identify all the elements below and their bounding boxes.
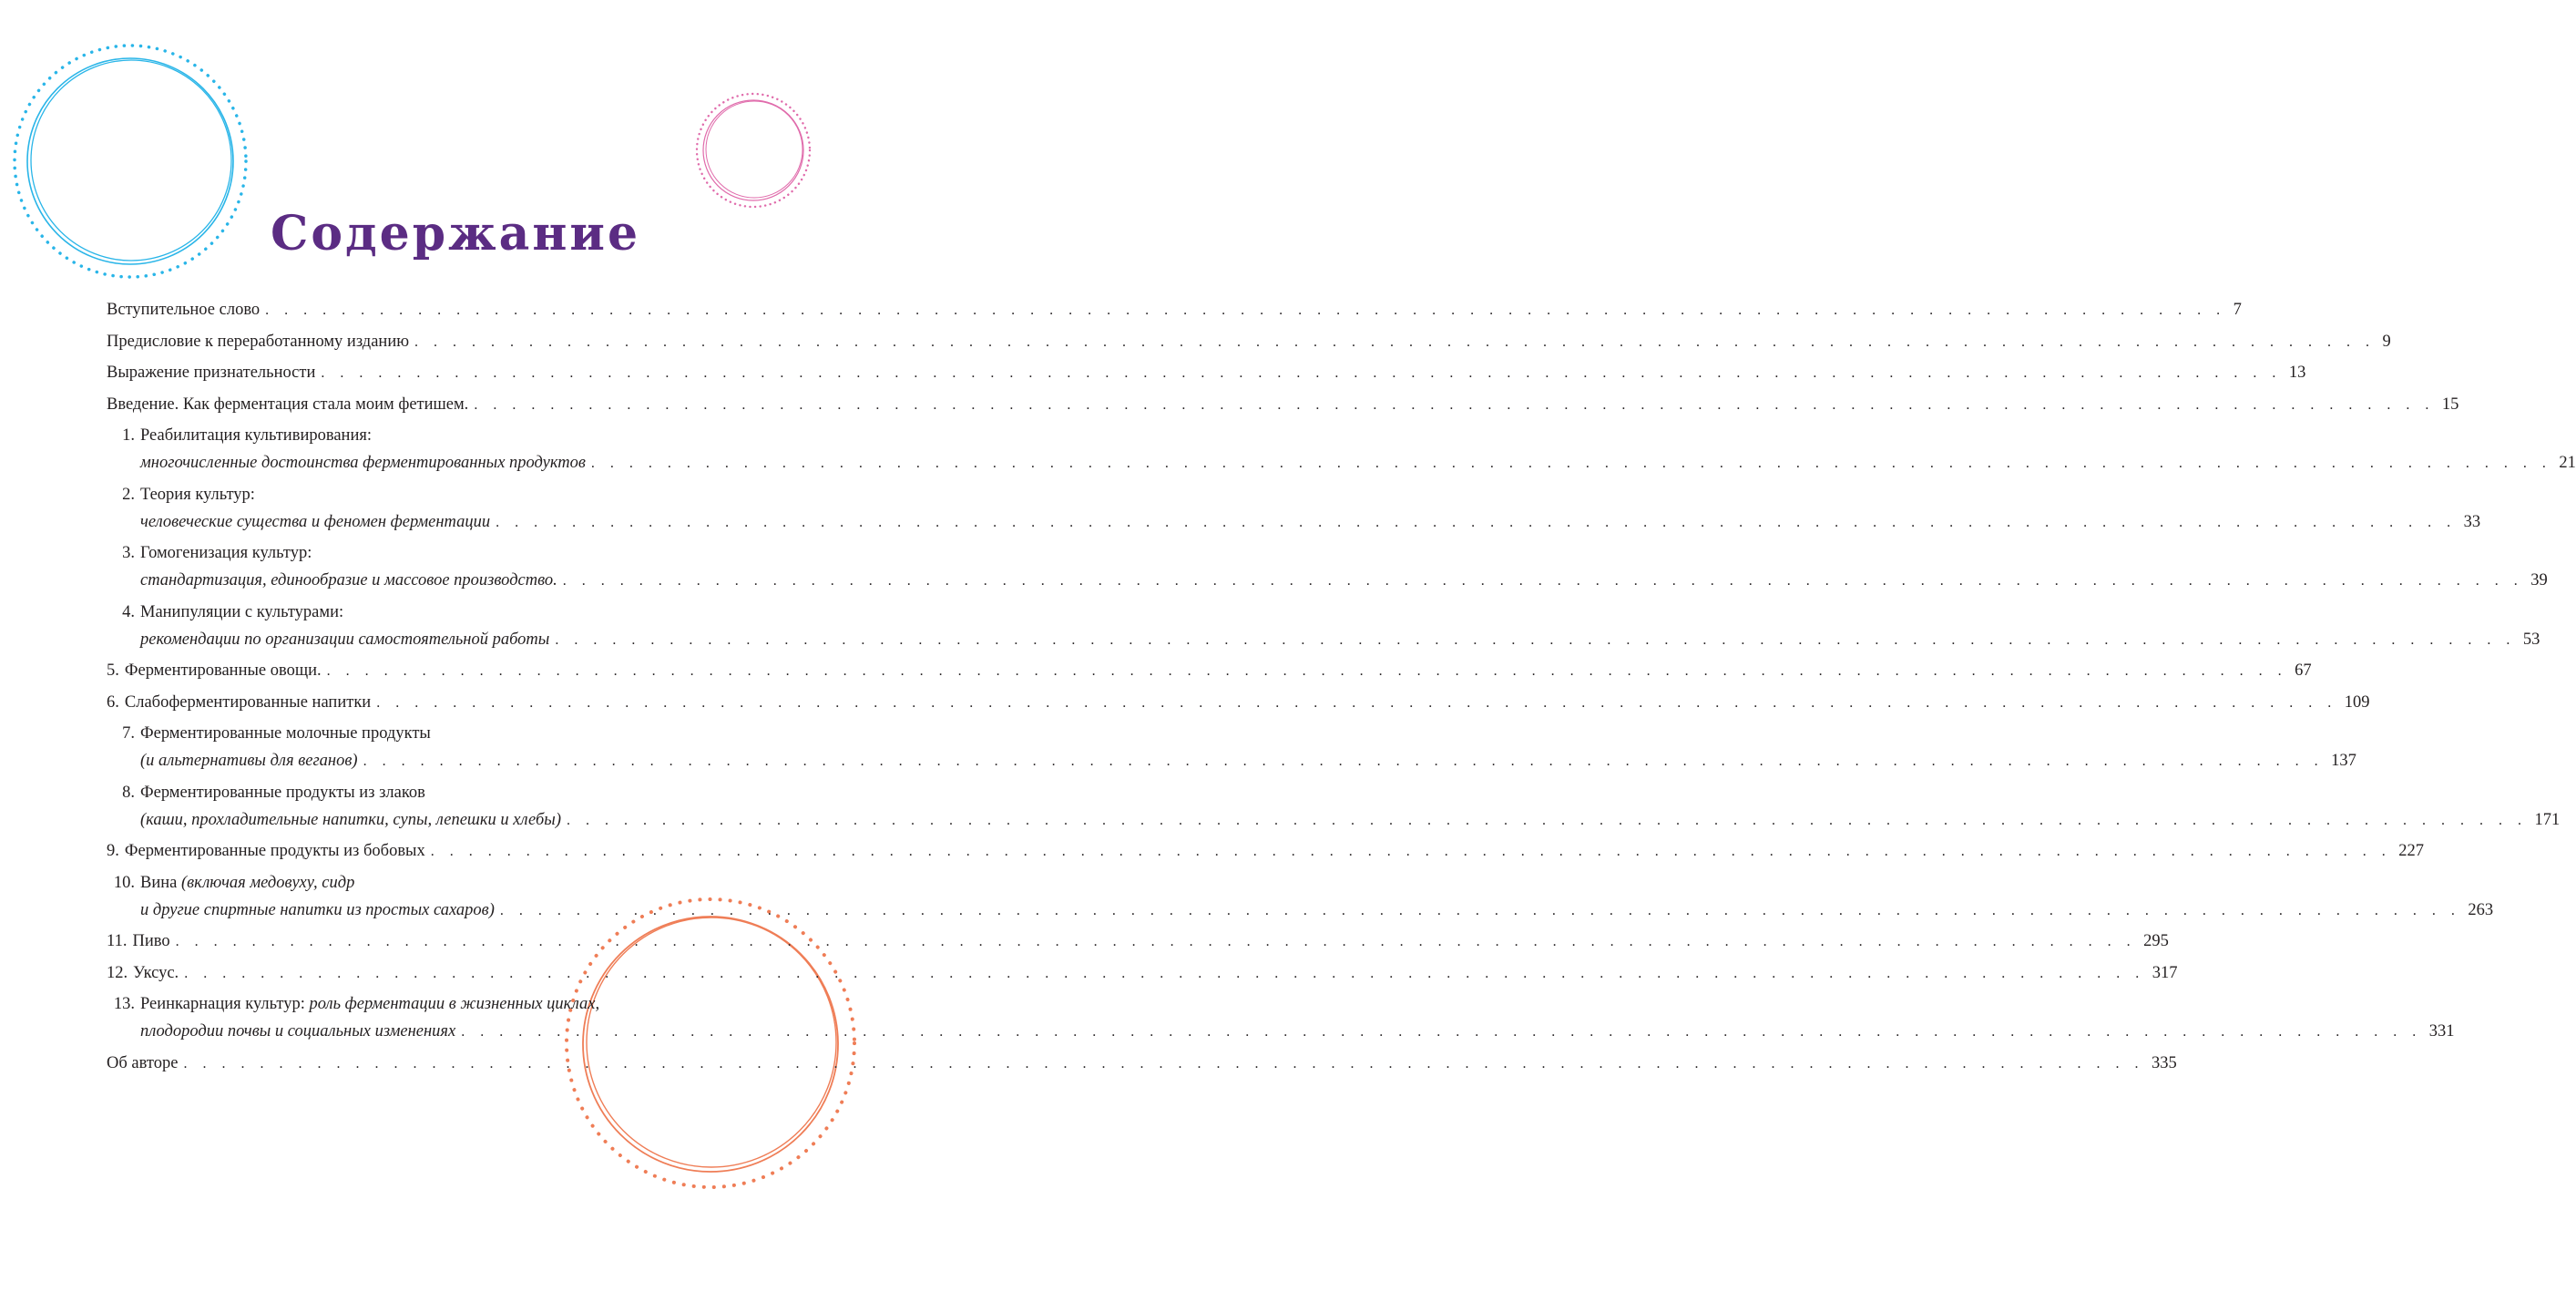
page-number: 7 <box>2233 301 2242 319</box>
toc-entry[interactable] <box>107 328 2391 355</box>
chapter-number: 2. <box>122 485 135 504</box>
chapter-number: 6. <box>107 692 119 712</box>
page-number: 39 <box>2530 571 2548 589</box>
toc-chapter-3[interactable] <box>107 539 2548 594</box>
page-number: 335 <box>2151 1053 2177 1072</box>
dot-leader: . . . . . . . . . . . . . . . . . . . . . . . . . . . . . . . . . . . . . . . . . . . . . . . . . . . . . . . . . . . . . . . . . . . . . . . . . . . . . . . . . . . . . . . . . . . . . . . . . . . . . . . <box>414 333 2376 350</box>
page-number: 331 <box>2428 1022 2455 1041</box>
chapter-number: 5. <box>107 661 119 680</box>
toc-chapter-11[interactable] <box>107 928 2169 955</box>
chapter-number: 12. <box>107 963 128 982</box>
page-number: 33 <box>2463 512 2481 531</box>
chapter-subtitle: и другие спиртные напитки из простых сахаров) <box>140 900 495 919</box>
toc-chapter-1[interactable] <box>107 422 2576 477</box>
chapter-subtitle: (каши, прохладительные напитки, супы, лепешки и хлебы) <box>140 810 561 829</box>
chapter-number: 10. <box>113 873 135 892</box>
chapter-title: Теория культур: <box>140 485 255 504</box>
chapter-title: Пиво <box>132 932 170 950</box>
toc-chapter-7[interactable] <box>107 720 2356 774</box>
toc-chapter-13[interactable] <box>107 990 2455 1045</box>
page-number: 13 <box>2288 364 2306 382</box>
dot-leader: . . . . . . . . . . . . . . . . . . . . . . . . . . . . . . . . . . . . . . . . . . . . . . . . . . . . . . . . . . . . . . . . . . . . . . . . . . . . . . . . . . . . . . . . . . . . . . . . . . . . . . . <box>184 965 2145 981</box>
chapter-subtitle: плодородии почвы и социальных изменениях <box>140 1022 456 1041</box>
dot-leader: . . . . . . . . . . . . . . . . . . . . . . . . . . . . . . . . . . . . . . . . . . . . . . . . . . . . . . . . . . . . . . . . . . . . . . . . . . . . . . . . . . . . . . . . . . . . . . . . . . . . . . . <box>562 573 2524 589</box>
page-number: 227 <box>2398 842 2424 860</box>
toc-chapter-12[interactable] <box>107 959 2178 987</box>
chapter-subtitle: человеческие существа и феномен ферментации <box>140 512 491 531</box>
chapter-title: Гомогенизация культур: <box>140 544 312 562</box>
toc-chapter-8[interactable] <box>107 779 2561 834</box>
chapter-title-italic: роль ферментации в жизненных циклах, <box>309 995 600 1013</box>
page-number: 317 <box>2152 963 2178 982</box>
chapter-title: Реабилитация культивирования: <box>140 426 372 445</box>
toc-entry-title: Предисловие к переработанному изданию <box>107 332 410 351</box>
dot-leader: . . . . . . . . . . . . . . . . . . . . . . . . . . . . . . . . . . . . . . . . . . . . . . . . . . . . . . . . . . . . . . . . . . . . . . . . . . . . . . . . . . . . . . . . . . . . . . . . . . . . . . . <box>183 1055 2144 1071</box>
chapter-subtitle: рекомендации по организации самостоятельной работы <box>140 630 550 649</box>
decorative-pink-circle <box>688 91 820 210</box>
chapter-title: Слабоферментированные напитки <box>124 692 372 712</box>
dot-leader: . . . . . . . . . . . . . . . . . . . . . . . . . . . . . . . . . . . . . . . . . . . . . . . . . . . . . . . . . . . . . . . . . . . . . . . . . . . . . . . . . . . . . . . . . . . . . . . . . . . . . . . <box>376 694 2337 711</box>
toc-entry[interactable] <box>107 391 2459 418</box>
toc-entry-title: Вступительное слово <box>107 301 261 319</box>
chapter-title: Реинкарнация культур: <box>140 995 305 1013</box>
dot-leader: . . . . . . . . . . . . . . . . . . . . . . . . . . . . . . . . . . . . . . . . . . . . . . . . . . . . . . . . . . . . . . . . . . . . . . . . . . . . . . . . . . . . . . . . . . . . . . . . . . . . . . . <box>461 1024 2422 1040</box>
toc-entry-title: Выражение признательности <box>107 364 316 382</box>
toc-chapter-6[interactable] <box>107 689 2370 716</box>
chapter-number: 7. <box>122 724 135 743</box>
toc-entry-title: Введение. Как ферментация стала моим фетишем. <box>107 395 469 414</box>
dot-leader: . . . . . . . . . . . . . . . . . . . . . . . . . . . . . . . . . . . . . . . . . . . . . . . . . . . . . . . . . . . . . . . . . . . . . . . . . . . . . . . . . . . . . . . . . . . . . . . . . . . . . . . <box>499 902 2461 918</box>
chapter-number: 13. <box>113 995 135 1013</box>
chapter-title: Манипуляции с культурами: <box>140 602 344 621</box>
page-title: Содержание <box>270 206 641 261</box>
chapter-number: 4. <box>122 602 135 621</box>
page-number: 15 <box>2441 395 2459 414</box>
page-number: 109 <box>2344 692 2370 712</box>
dot-leader: . . . . . . . . . . . . . . . . . . . . . . . . . . . . . . . . . . . . . . . . . . . . . . . . . . . . . . . . . . . . . . . . . . . . . . . . . . . . . . . . . . . . . . . . . . . . . . . . . . . . . . . <box>175 934 2137 949</box>
chapter-title: Вина <box>140 873 178 892</box>
chapter-title-italic: (включая медовуху, сидр <box>180 873 355 892</box>
page-number: 263 <box>2468 900 2494 919</box>
chapter-title: Ферментированные продукты из злаков <box>140 783 425 802</box>
toc-chapter-2[interactable] <box>107 481 2481 536</box>
page-number: 171 <box>2534 810 2561 829</box>
chapter-title: Уксус. <box>133 963 179 982</box>
toc-entry[interactable] <box>107 359 2306 386</box>
page-number: 53 <box>2522 630 2540 649</box>
toc-chapter-4[interactable] <box>107 599 2540 653</box>
page-number: 9 <box>2382 332 2391 351</box>
toc-entry-about-author[interactable] <box>107 1050 2177 1077</box>
toc-chapter-5[interactable] <box>107 657 2312 684</box>
toc-entry[interactable] <box>107 296 2242 323</box>
dot-leader: . . . . . . . . . . . . . . . . . . . . . . . . . . . . . . . . . . . . . . . . . . . . . . . . . . . . . . . . . . . . . . . . . . . . . . . . . . . . . . . . . . . . . . . . . . . . . . . . . . . . . . . <box>321 365 2282 381</box>
dot-leader: . . . . . . . . . . . . . . . . . . . . . . . . . . . . . . . . . . . . . . . . . . . . . . . . . . . . . . . . . . . . . . . . . . . . . . . . . . . . . . . . . . . . . . . . . . . . . . . . . . . . . . . <box>326 663 2288 679</box>
chapter-number: 11. <box>107 932 128 950</box>
dot-leader: . . . . . . . . . . . . . . . . . . . . . . . . . . . . . . . . . . . . . . . . . . . . . . . . . . . . . . . . . . . . . . . . . . . . . . . . . . . . . . . . . . . . . . . . . . . . . . . . . . . . . . . <box>590 456 2552 471</box>
chapter-number: 3. <box>122 544 135 562</box>
chapter-subtitle: стандартизация, единообразие и массовое производство. <box>140 571 557 589</box>
chapter-number: 1. <box>122 426 135 445</box>
dot-leader: . . . . . . . . . . . . . . . . . . . . . . . . . . . . . . . . . . . . . . . . . . . . . . . . . . . . . . . . . . . . . . . . . . . . . . . . . . . . . . . . . . . . . . . . . . . . . . . . . . . . . . . <box>265 302 2226 318</box>
toc-chapter-10[interactable] <box>107 869 2494 924</box>
chapter-title: Ферментированные овощи. <box>124 661 322 680</box>
dot-leader: . . . . . . . . . . . . . . . . . . . . . . . . . . . . . . . . . . . . . . . . . . . . . . . . . . . . . . . . . . . . . . . . . . . . . . . . . . . . . . . . . . . . . . . . . . . . . . . . . . . . . . . <box>567 812 2528 828</box>
table-of-contents <box>107 296 2576 1077</box>
dot-leader: . . . . . . . . . . . . . . . . . . . . . . . . . . . . . . . . . . . . . . . . . . . . . . . . . . . . . . . . . . . . . . . . . . . . . . . . . . . . . . . . . . . . . . . . . . . . . . . . . . . . . . . <box>555 631 2516 648</box>
dot-leader: . . . . . . . . . . . . . . . . . . . . . . . . . . . . . . . . . . . . . . . . . . . . . . . . . . . . . . . . . . . . . . . . . . . . . . . . . . . . . . . . . . . . . . . . . . . . . . . . . . . . . . . <box>363 754 2325 769</box>
page-number: 21 <box>2559 454 2576 472</box>
dot-leader: . . . . . . . . . . . . . . . . . . . . . . . . . . . . . . . . . . . . . . . . . . . . . . . . . . . . . . . . . . . . . . . . . . . . . . . . . . . . . . . . . . . . . . . . . . . . . . . . . . . . . . . <box>430 844 2392 859</box>
chapter-subtitle: (и альтернативы для веганов) <box>140 752 358 770</box>
page-number: 67 <box>2295 661 2312 680</box>
dot-leader: . . . . . . . . . . . . . . . . . . . . . . . . . . . . . . . . . . . . . . . . . . . . . . . . . . . . . . . . . . . . . . . . . . . . . . . . . . . . . . . . . . . . . . . . . . . . . . . . . . . . . . . <box>496 514 2457 530</box>
chapter-title: Ферментированные продукты из бобовых <box>124 842 425 860</box>
page-number: 295 <box>2143 932 2169 950</box>
toc-chapter-9[interactable] <box>107 837 2424 865</box>
toc-entry-title: Об авторе <box>107 1053 179 1072</box>
chapter-subtitle: многочисленные достоинства ферментированных продуктов <box>140 454 586 472</box>
dot-leader: . . . . . . . . . . . . . . . . . . . . . . . . . . . . . . . . . . . . . . . . . . . . . . . . . . . . . . . . . . . . . . . . . . . . . . . . . . . . . . . . . . . . . . . . . . . . . . . . . . . . . . . <box>474 396 2435 413</box>
chapter-title: Ферментированные молочные продукты <box>140 724 431 743</box>
page-number: 137 <box>2331 752 2356 770</box>
chapter-number: 9. <box>107 842 119 860</box>
chapter-number: 8. <box>122 783 135 802</box>
